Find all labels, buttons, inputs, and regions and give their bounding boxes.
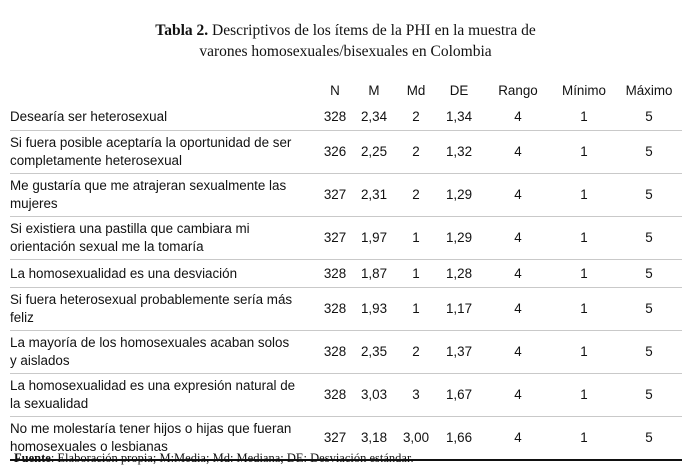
cell-minimo: 1 — [552, 331, 616, 374]
caption-text-after: en la muestra de — [430, 22, 536, 39]
cell-m: 3,03 — [350, 374, 398, 417]
cell-n: 327 — [320, 174, 350, 217]
item-label — [10, 217, 320, 260]
header-m: M — [368, 82, 380, 98]
cell-maximo: 5 — [616, 131, 682, 174]
cell-m: 1,97 — [350, 217, 398, 260]
caption-text-before: Descriptivos de los ítems de la — [208, 22, 406, 39]
cell-de: 1,29 — [434, 174, 484, 217]
cell-m: 2,34 — [350, 103, 398, 131]
item-label — [10, 174, 320, 217]
cell-n: 327 — [320, 417, 350, 461]
cell-de: 1,34 — [434, 103, 484, 131]
cell-md: 1 — [398, 217, 434, 260]
item-label-line: Si fuera posible aceptaría la oportunidad de ser — [10, 135, 292, 150]
item-label-line: Si fuera heterosexual probablemente sería más — [10, 292, 293, 307]
item-label — [10, 331, 320, 374]
cell-md: 2 — [398, 174, 434, 217]
cell-minimo: 1 — [552, 103, 616, 131]
item-label-line: No me molestaría tener hijos o hijas que fueran — [10, 421, 292, 436]
item-label-line: La mayoría de los homosexuales acaban solos — [10, 335, 290, 350]
cell-md: 3 — [398, 374, 434, 417]
cell-rango: 4 — [484, 174, 552, 217]
item-label-line: feliz — [10, 310, 34, 325]
item-label — [10, 103, 320, 131]
item-label-line: homosexuales o lesbianas — [10, 439, 168, 454]
item-label-line: La homosexualidad es una expresión natural de — [10, 378, 296, 393]
header-row — [10, 77, 682, 103]
table-row — [10, 131, 682, 174]
cell-rango: 4 — [484, 260, 552, 288]
table-header — [10, 77, 682, 103]
cell-maximo: 5 — [616, 260, 682, 288]
cell-n: 328 — [320, 260, 350, 288]
cell-md: 2 — [398, 131, 434, 174]
cell-rango: 4 — [484, 374, 552, 417]
cell-m: 2,35 — [350, 331, 398, 374]
table-row — [10, 217, 682, 260]
caption-line-1 — [0, 20, 691, 41]
cell-maximo: 5 — [616, 217, 682, 260]
cell-m: 2,31 — [350, 174, 398, 217]
caption-label: Tabla 2. — [155, 22, 209, 39]
cell-maximo: 5 — [616, 288, 682, 331]
table-row — [10, 331, 682, 374]
cell-m: 3,18 — [350, 417, 398, 461]
cell-de: 1,67 — [434, 374, 484, 417]
item-label — [10, 131, 320, 174]
header-md: Md — [406, 82, 426, 98]
item-label-line: orientación sexual me la tomaría — [10, 239, 204, 254]
cell-maximo: 5 — [616, 374, 682, 417]
cell-de: 1,37 — [434, 331, 484, 374]
cell-de: 1,28 — [434, 260, 484, 288]
item-label-line: Desearía ser heterosexual — [10, 108, 168, 124]
table-caption — [0, 20, 691, 62]
cell-n: 327 — [320, 217, 350, 260]
header-item — [10, 77, 320, 103]
item-label-line: Si existiera una pastilla que cambiara mi — [10, 221, 250, 236]
cell-de: 1,29 — [434, 217, 484, 260]
cell-md: 1 — [398, 260, 434, 288]
cell-minimo: 1 — [552, 374, 616, 417]
note-label: Fuente — [14, 451, 51, 465]
header-de: DE — [449, 82, 469, 98]
cell-m: 1,93 — [350, 288, 398, 331]
cell-de: 1,66 — [434, 417, 484, 461]
cell-m: 1,87 — [350, 260, 398, 288]
cell-minimo: 1 — [552, 288, 616, 331]
header-maximo: Máximo — [625, 82, 673, 98]
cell-minimo: 1 — [552, 174, 616, 217]
cell-n: 328 — [320, 288, 350, 331]
table-note — [14, 451, 414, 466]
item-label-line: mujeres — [10, 196, 58, 211]
note-text: : Elaboración propia; M:Media; Md: Mediana; DE: Desviación estándar. — [50, 451, 414, 465]
item-label-line: y aislados — [10, 353, 70, 368]
descriptives-table — [10, 77, 682, 461]
cell-n: 328 — [320, 374, 350, 417]
cell-rango: 4 — [484, 131, 552, 174]
table-row — [10, 103, 682, 131]
table-row — [10, 260, 682, 288]
cell-md: 3,00 — [398, 417, 434, 461]
table-row — [10, 374, 682, 417]
header-minimo: Mínimo — [562, 82, 606, 98]
cell-rango: 4 — [484, 103, 552, 131]
item-label-line: Me gustaría que me atrajeran sexualmente las — [10, 178, 287, 193]
cell-de: 1,32 — [434, 131, 484, 174]
header-rango: Rango — [498, 82, 538, 98]
table-row — [10, 174, 682, 217]
cell-maximo: 5 — [616, 103, 682, 131]
table-row — [10, 288, 682, 331]
item-label-line: la sexualidad — [10, 396, 89, 411]
cell-md: 2 — [398, 331, 434, 374]
cell-md: 1 — [398, 288, 434, 331]
cell-rango: 4 — [484, 417, 552, 461]
item-label-line: completamente heterosexual — [10, 153, 182, 168]
table-body — [10, 103, 682, 460]
cell-n: 326 — [320, 131, 350, 174]
caption-line-2: varones homosexuales/bisexuales en Colombia — [199, 43, 492, 60]
cell-minimo: 1 — [552, 260, 616, 288]
cell-md: 2 — [398, 103, 434, 131]
item-label-line: La homosexualidad es una desviación — [10, 265, 238, 281]
header-n: N — [330, 82, 340, 98]
cell-n: 328 — [320, 103, 350, 131]
cell-m: 2,25 — [350, 131, 398, 174]
cell-minimo: 1 — [552, 217, 616, 260]
cell-de: 1,17 — [434, 288, 484, 331]
item-label — [10, 288, 320, 331]
cell-maximo: 5 — [616, 417, 682, 461]
cell-rango: 4 — [484, 331, 552, 374]
item-label — [10, 260, 320, 288]
cell-minimo: 1 — [552, 417, 616, 461]
cell-maximo: 5 — [616, 174, 682, 217]
cell-n: 328 — [320, 331, 350, 374]
cell-rango: 4 — [484, 288, 552, 331]
cell-minimo: 1 — [552, 131, 616, 174]
caption-abbr: PHI — [405, 22, 431, 39]
cell-maximo: 5 — [616, 331, 682, 374]
cell-rango: 4 — [484, 217, 552, 260]
item-label — [10, 374, 320, 417]
